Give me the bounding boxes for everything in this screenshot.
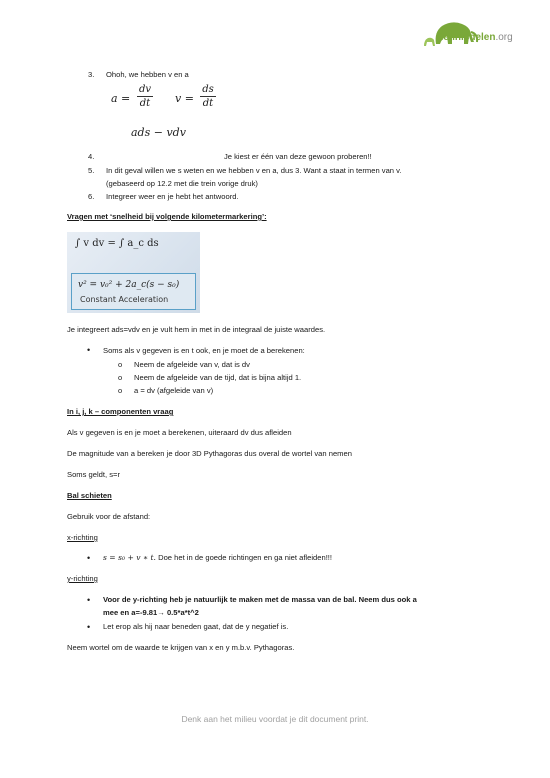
heading-ijk-componenten: In i, j, k – componenten vraag (67, 407, 174, 416)
logo-tld: .org (495, 32, 513, 43)
formula-a-fraction (137, 84, 153, 109)
bullet-dot: • (87, 553, 91, 563)
formula-v-fraction (200, 84, 216, 109)
bullet-y1-line2: mee en a=-9.81→ 0.5*a*t^2 (103, 608, 199, 617)
sub-bullet-marker: o (118, 386, 123, 395)
list-item-text: (gebaseerd op 12.2 met die trein vorige druk) (106, 179, 258, 188)
heading-kilometermarkering: Vragen met ‘snelheid bij volgende kilometermarkering’: (67, 212, 267, 221)
kennisdelen-logo[interactable] (412, 14, 532, 56)
bullet-dot: • (87, 345, 91, 355)
heading-x-richting: x-richting (67, 533, 98, 542)
logo-brand: Kennisdelen (436, 32, 496, 43)
sub-bullet-text: Neem de afgeleide van de tijd, dat is bijna altijd 1. (134, 373, 302, 382)
sub-bullet-text: Neem de afgeleide van v, dat is dv (134, 360, 250, 369)
formula-v-denominator: dt (202, 98, 214, 109)
paragraph-wortel: Neem wortel om de waarde te krijgen van x en y m.b.v. Pythagoras. (67, 643, 295, 652)
bullet-y1-line1: Voor de y-richting heb je natuurlijk te maken met de massa van de bal. Neem dus ook a (103, 595, 417, 604)
formula-v-lhs: v = (175, 92, 194, 105)
bullet-dot: • (87, 595, 91, 605)
photo-caption: Constant Acceleration (80, 295, 169, 304)
sub-bullet-text: a = dv (afgeleide van v) (134, 386, 214, 395)
formula-a-numerator: dv (138, 84, 152, 95)
list-item-text: Integreer weer en je hebt het antwoord. (106, 192, 239, 201)
page-footer: Denk aan het milieu voordat je dit document print. (181, 714, 369, 724)
formula-photo (67, 232, 200, 313)
list-item-text: Je kiest er één van deze gewoon proberen!! (224, 152, 372, 161)
photo-formula-box (71, 273, 196, 310)
list-number: 6. (88, 192, 95, 201)
sub-bullet-marker: o (118, 360, 123, 369)
formula-v-numerator: ds (202, 84, 214, 95)
bullet-y2-text: Let erop als hij naar beneden gaat, dat de y negatief is. (103, 622, 289, 631)
bullet-x-line (103, 553, 332, 563)
paragraph-integreer: Je integreert ads=vdv en je vult hem in met in de integraal de juiste waardes. (67, 325, 326, 334)
formula-ads-vdv: ads − vdv (131, 126, 186, 139)
bullet-dot: • (87, 622, 91, 632)
list-number: 5. (88, 166, 95, 175)
formula-a-denominator: dt (139, 98, 151, 109)
photo-integral: ∫ v dv = ∫ a_c ds (75, 238, 159, 249)
logo-wordmark (436, 32, 513, 43)
bullet-x-text: Doe het in de goede richtingen en ga niet afleiden!!! (155, 553, 333, 562)
photo-equation: v² = v₀² + 2a_c(s − s₀) (78, 280, 180, 290)
heading-y-richting: y-richting (67, 574, 98, 583)
list-number: 4. (88, 152, 95, 161)
formula-a-lhs: a = (111, 92, 131, 105)
heading-bal-schieten: Bal schieten (67, 491, 112, 500)
list-item-text: In dit geval willen we s weten en we hebben v en a, dus 3. Want a staat in termen van v. (106, 166, 402, 175)
bullet-x-formula: s = s₀ + v ∗ t. (103, 553, 156, 562)
paragraph-gebruik: Gebruik voor de afstand: (67, 512, 151, 521)
paragraph-soms: Soms geldt, s=r (67, 470, 120, 479)
list-number: 3. (88, 70, 95, 79)
bullet-text: Soms als v gegeven is en t ook, en je moet de a berekenen: (103, 346, 305, 355)
list-item-text: Ohoh, we hebben v en a (106, 70, 189, 79)
paragraph-als-v: Als v gegeven is en je moet a berekenen, uiteraard dv dus afleiden (67, 428, 292, 437)
paragraph-magnitude: De magnitude van a bereken je door 3D Pythagoras dus overal de wortel van nemen (67, 449, 352, 458)
sub-bullet-marker: o (118, 373, 123, 382)
